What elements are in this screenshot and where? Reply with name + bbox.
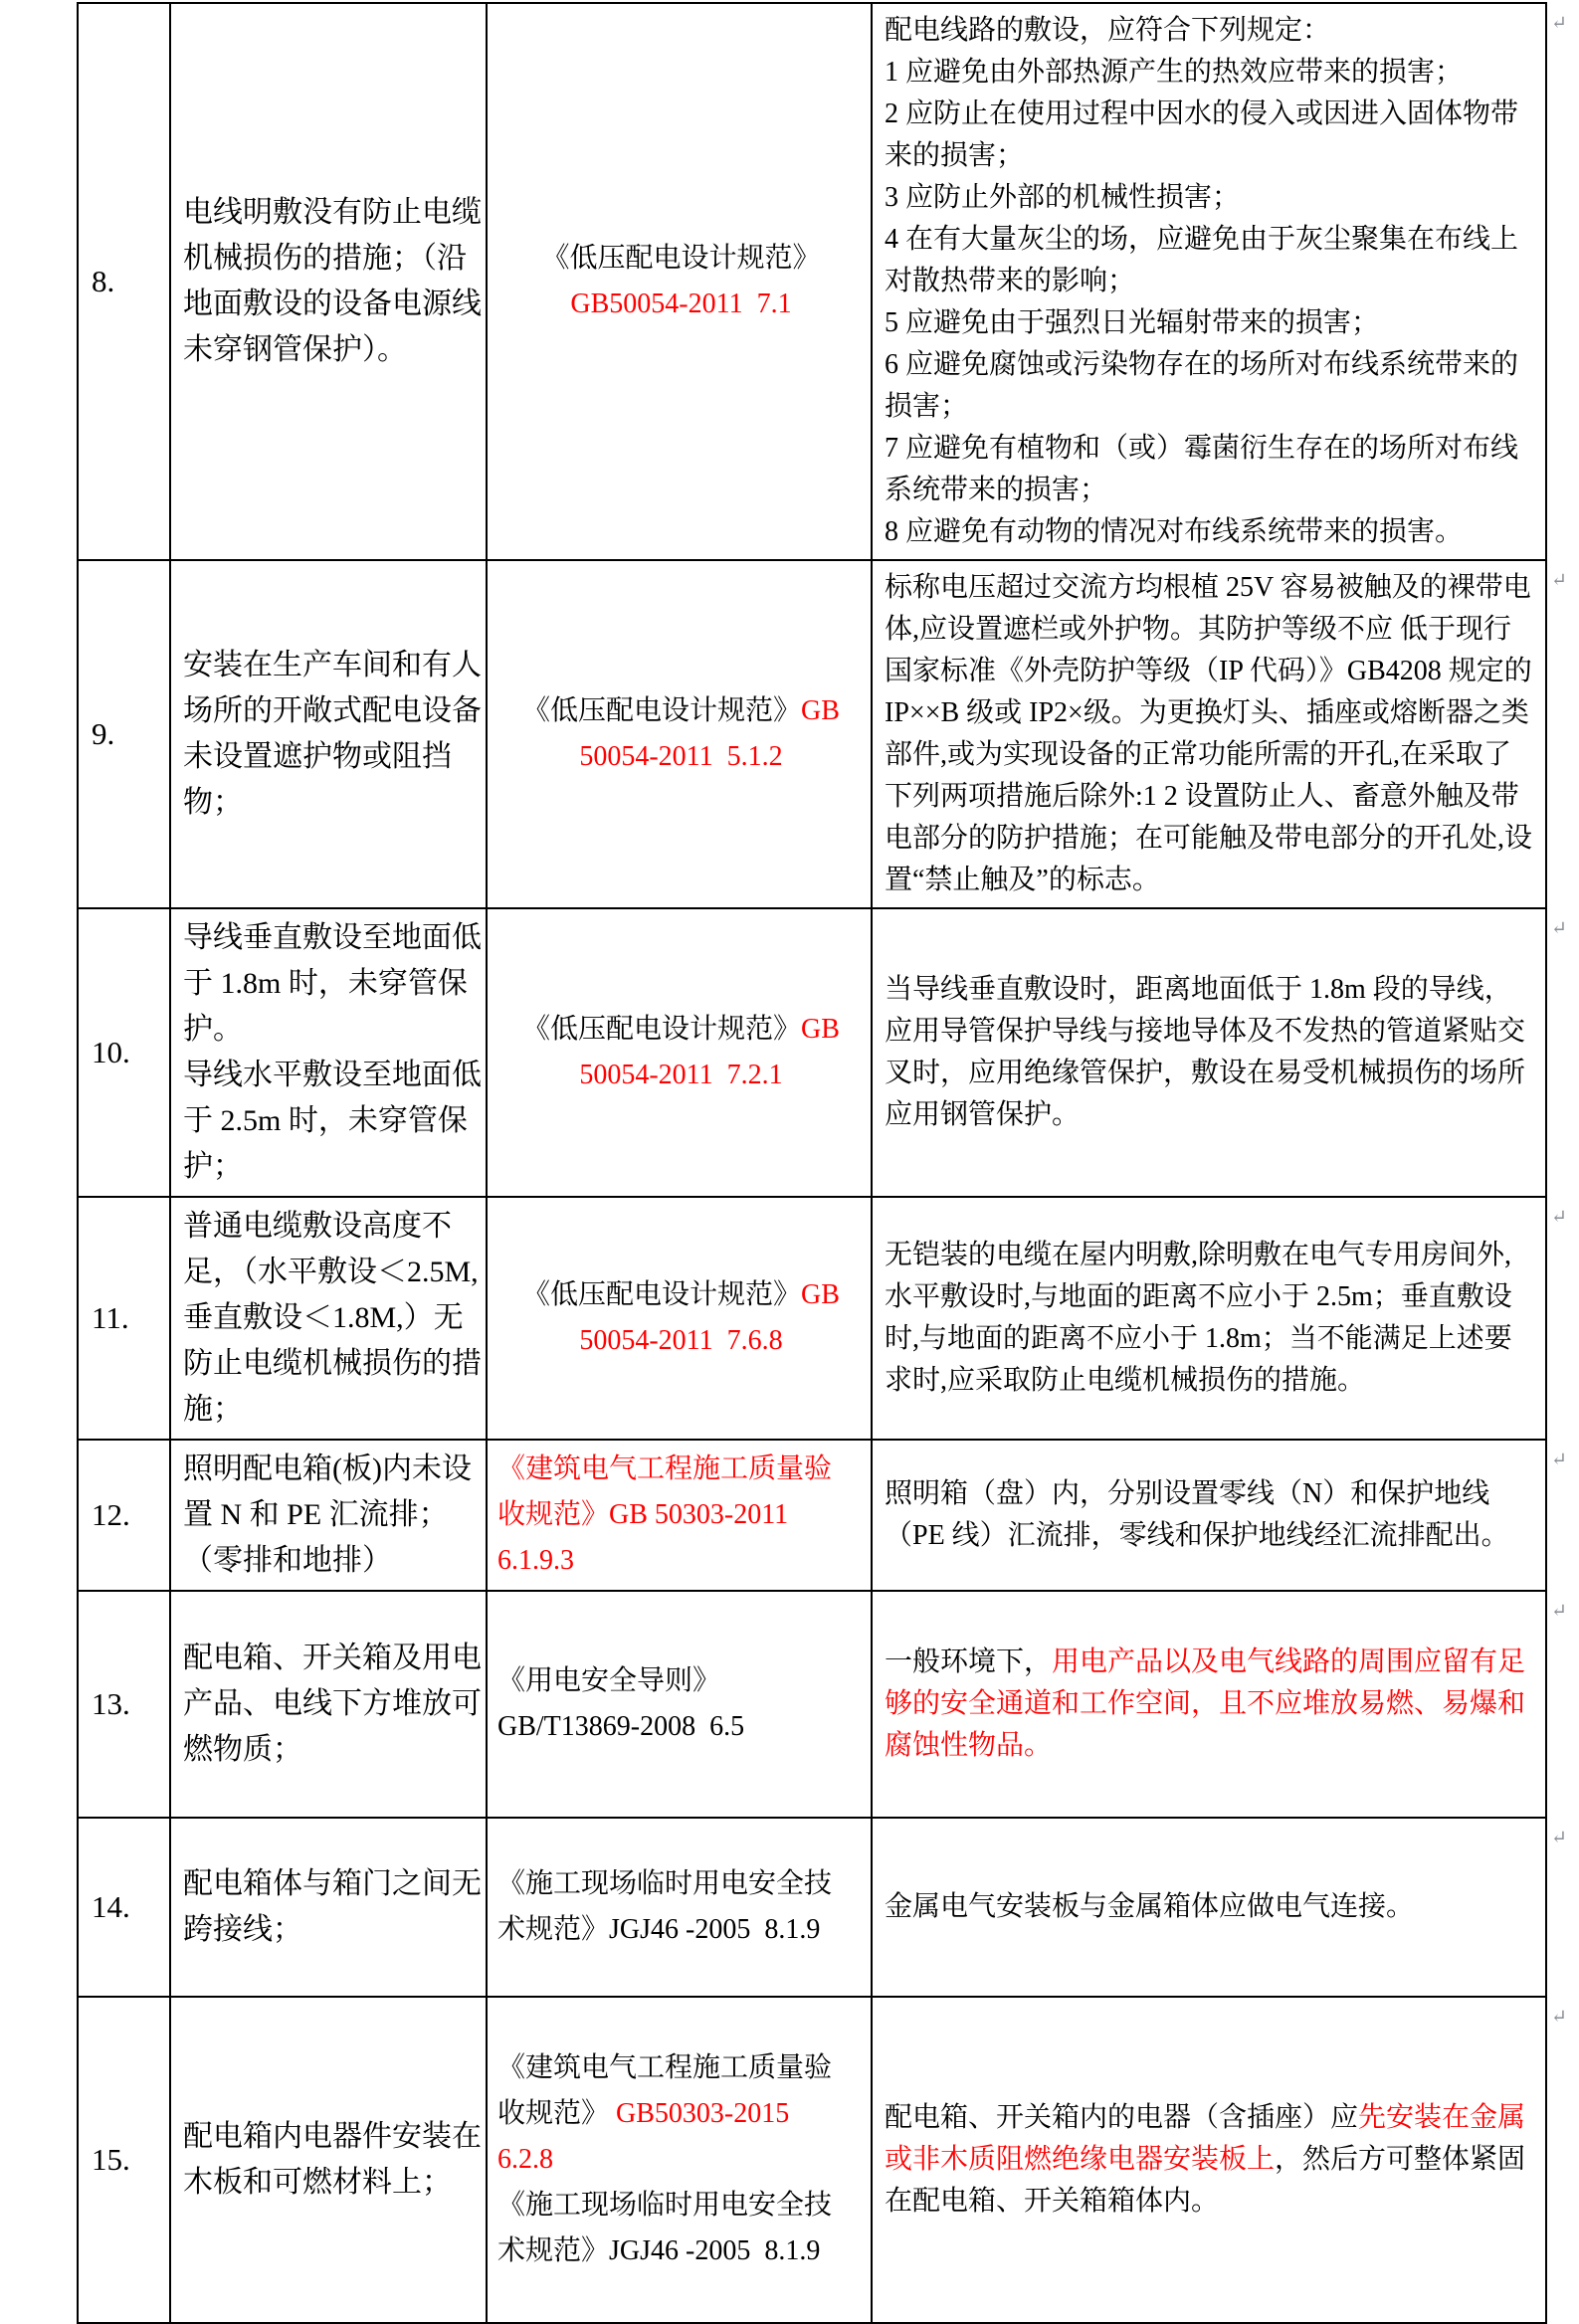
- issue-cell: [170, 908, 487, 1197]
- row-number-cell: [78, 1997, 170, 2323]
- regulation-text-segment: 先安装在金属或非木质阻燃绝缘电器安装板上: [885, 2102, 1526, 2175]
- regulation-text-segment: 7 应避免有植物和（或）霉菌衍生存在的场所对布线系统带来的损害；: [885, 433, 1519, 505]
- standard-line: [497, 2045, 865, 2091]
- regulation-text-segment: 一般环境下，: [885, 1646, 1053, 1677]
- regulation-text-segment: 照明箱（盘）内，分别设置零线（N）和保护地线（PE 线）汇流排，零线和保护地线经汇流排配出。: [885, 1478, 1509, 1551]
- standard-text-segment: 50054-2011 7.2.1: [579, 1060, 783, 1090]
- regulation-text-segment: 标称电压超过交流方均根植 25V 容易被触及的裸带电体,应设置遮栏或外护物。其防护等级不应 低于现行国家标准《外壳防护等级（IP 代码）》GB4208 规定的 IP××B 级或 IP2×级。为更换灯头、插座或熔断器之类部件,或为实现设备的正常功能所需的开孔,在采取了下列两项措施后除外:1 2 设置防止人、畜意外触及带电部分的防护措施；在可能触及带电部分的开孔处,设置“禁止触及”的标志。: [885, 572, 1539, 895]
- standard-text-segment: 收规范》GB 50303-2011: [497, 1499, 789, 1530]
- standard-cell: [487, 908, 872, 1197]
- table-row: [78, 908, 1546, 1197]
- regulation-table-body: [78, 3, 1567, 2323]
- row-number: 9.: [92, 716, 115, 751]
- standard-text-segment: GB50303-2015: [609, 2098, 790, 2129]
- issue-cell: [170, 3, 487, 560]
- standard-line: [497, 2183, 865, 2228]
- regulation-text-segment: 5 应避免由于强烈日光辐射带来的损害；: [885, 307, 1380, 338]
- regulation-cell: [872, 1440, 1567, 1591]
- standard-line: [497, 1272, 865, 1318]
- issue-paragraph: 安装在生产车间和有人场所的开敞式配电设备未设置遮护物或阻挡物；: [183, 649, 482, 819]
- row-number: 15.: [92, 2142, 130, 2177]
- standard-line: [497, 2228, 865, 2274]
- regulation-text-segment: 配电线路的敷设，应符合下列规定：: [885, 15, 1331, 46]
- regulation-paragraph: [885, 10, 1537, 52]
- regulation-paragraph: [885, 567, 1537, 901]
- standard-text-segment: 《用电安全导则》: [497, 1665, 721, 1696]
- regulation-text-segment: 配电箱、开关箱内的电器（含插座）应: [885, 2102, 1359, 2133]
- issue-cell: [170, 560, 487, 908]
- standard-text-segment: 《低压配电设计规范》: [541, 243, 821, 274]
- regulation-text-segment: 4 在有大量灰尘的场，应避免由于灰尘聚集在布线上对散热带来的影响；: [885, 224, 1519, 296]
- regulation-text-segment: ，然后方可整体紧固在配电箱、开关箱箱体内。: [885, 2144, 1526, 2217]
- standard-text-segment: GB: [801, 1014, 840, 1045]
- regulation-cell: [872, 560, 1567, 908]
- standard-cell: [487, 1818, 872, 1997]
- standard-cell: [487, 1440, 872, 1591]
- paragraph-mark-icon: ↵: [1551, 2007, 1567, 2028]
- paragraph-mark-icon: ↵: [1551, 1207, 1567, 1228]
- regulation-text-segment: 6 应避免腐蚀或污染物存在的场所对布线系统带来的损害；: [885, 349, 1519, 422]
- regulation-cell: [872, 1997, 1567, 2323]
- standard-text-segment: GB/T13869-2008 6.5: [497, 1711, 745, 1742]
- regulation-text-segment: 用电产品以及电气线路的周围应留有足够的安全通道和工作空间，且不应堆放易燃、易爆和腐蚀性物品。: [885, 1646, 1526, 1761]
- regulation-cell: [872, 3, 1567, 560]
- regulation-text-segment: 3 应防止外部的机械性损害；: [885, 182, 1241, 213]
- standard-line: [497, 688, 865, 734]
- standard-text-segment: 50054-2011 7.6.8: [579, 1325, 783, 1356]
- paragraph-mark-icon: ↵: [1551, 1828, 1567, 1848]
- regulation-paragraph: [885, 511, 1537, 553]
- regulation-text-segment: 金属电气安装板与金属箱体应做电气连接。: [885, 1891, 1415, 1922]
- standard-line: [497, 734, 865, 780]
- regulation-text-segment: 1 应避免由外部热源产生的热效应带来的损害；: [885, 57, 1464, 88]
- issue-paragraph: 配电箱、开关箱及用电产品、电线下方堆放可燃物质；: [183, 1642, 482, 1766]
- standard-text-segment: 6.1.9.3: [497, 1545, 574, 1576]
- issue-paragraph: 电线明敷没有防止电缆机械损伤的措施；（沿地面敷设的设备电源线未穿钢管保护）。: [183, 196, 482, 366]
- regulation-text-segment: 当导线垂直敷设时，距离地面低于 1.8m 段的导线，应用导管保护导线与接地导体及不发热的管道紧贴交叉时，应用绝缘管保护，敷设在易受机械损伤的场所应用钢管保护。: [885, 974, 1526, 1130]
- row-number-cell: [78, 560, 170, 908]
- paragraph-mark-icon: ↵: [1551, 13, 1567, 34]
- issue-cell: [170, 1591, 487, 1818]
- row-number-cell: [78, 3, 170, 560]
- issue-cell: [170, 1818, 487, 1997]
- standard-text-segment: 《施工现场临时用电安全技: [497, 1868, 833, 1899]
- issue-paragraph: 配电箱内电器件安装在木板和可燃材料上；: [183, 2120, 482, 2199]
- standard-text-segment: 术规范》JGJ46 -2005 8.1.9: [497, 1914, 821, 1945]
- regulation-paragraph: [885, 969, 1537, 1136]
- regulation-paragraph: [885, 302, 1537, 344]
- standard-line: [497, 1907, 865, 1953]
- standard-cell: [487, 1997, 872, 2323]
- regulation-cell: [872, 1591, 1567, 1818]
- standard-line: [497, 1704, 865, 1750]
- regulation-paragraph: [885, 2097, 1537, 2223]
- regulation-paragraph: [885, 1886, 1537, 1928]
- standard-text-segment: 收规范》: [497, 2098, 610, 2129]
- regulation-text-segment: 无铠装的电缆在屋内明敷,除明敷在电气专用房间外,水平敷设时,与地面的距离不应小于 2.5m；垂直敷设时,与地面的距离不应小于 1.8m；当不能满足上述要求时,应采取防止电缆机械损伤的措施。: [885, 1240, 1512, 1396]
- row-number-cell: [78, 1591, 170, 1818]
- row-number-cell: [78, 1818, 170, 1997]
- standard-line: [497, 1538, 865, 1584]
- table-row: [78, 1997, 1546, 2323]
- issue-cell: [170, 1197, 487, 1440]
- standard-line: [497, 236, 865, 282]
- standard-line: [497, 1318, 865, 1364]
- paragraph-mark-icon: ↵: [1551, 570, 1567, 591]
- standard-line: [497, 1053, 865, 1098]
- issue-paragraph: 导线垂直敷设至地面低于 1.8m 时，未穿管保护。: [183, 921, 482, 1046]
- row-number-cell: [78, 1197, 170, 1440]
- regulation-cell: [872, 908, 1567, 1197]
- regulation-paragraph: [885, 344, 1537, 428]
- regulation-paragraph: [885, 1473, 1537, 1557]
- regulation-paragraph: [885, 177, 1537, 219]
- standard-line: [497, 1861, 865, 1907]
- table-row: [78, 3, 1546, 560]
- standard-text-segment: GB: [801, 695, 840, 726]
- paragraph-mark-icon: ↵: [1551, 1450, 1567, 1470]
- regulation-table: [77, 2, 1567, 2324]
- row-number-cell: [78, 1440, 170, 1591]
- regulation-paragraph: [885, 219, 1537, 302]
- standard-line: [497, 282, 865, 327]
- standard-text-segment: GB50054-2011 7.1: [570, 289, 792, 319]
- row-number: 13.: [92, 1686, 130, 1721]
- standard-line: [497, 1447, 865, 1492]
- standard-line: [497, 2091, 865, 2137]
- standard-line: [497, 1492, 865, 1538]
- issue-cell: [170, 1440, 487, 1591]
- row-number: 11.: [92, 1300, 129, 1335]
- standard-line: [497, 2137, 865, 2183]
- regulation-paragraph: [885, 428, 1537, 511]
- issue-paragraph: 普通电缆敷设高度不足，（水平敷设＜2.5M, 垂直敷设＜1.8M,）无防止电缆机械损伤的措施；: [183, 1210, 487, 1426]
- issue-paragraph: 配电箱体与箱门之间无跨接线；: [183, 1867, 482, 1946]
- standard-text-segment: 《低压配电设计规范》: [522, 1014, 802, 1045]
- standard-line: [497, 1658, 865, 1704]
- standard-cell: [487, 560, 872, 908]
- regulation-cell: [872, 1818, 1567, 1997]
- issue-paragraph: 照明配电箱(板)内未设置 N 和 PE 汇流排；（零排和地排）: [183, 1452, 472, 1577]
- regulation-paragraph: [885, 94, 1537, 177]
- row-number: 8.: [92, 264, 115, 298]
- standard-line: [497, 1007, 865, 1053]
- regulation-text-segment: 2 应防止在使用过程中因水的侵入或因进入固体物带来的损害；: [885, 98, 1519, 171]
- standard-cell: [487, 3, 872, 560]
- standard-text-segment: 《建筑电气工程施工质量验: [497, 1453, 833, 1484]
- standard-cell: [487, 1197, 872, 1440]
- table-row: [78, 1591, 1546, 1818]
- standard-text-segment: 《建筑电气工程施工质量验: [497, 2052, 833, 2083]
- standard-text-segment: 6.2.8: [497, 2144, 553, 2175]
- standard-cell: [487, 1591, 872, 1818]
- regulation-paragraph: [885, 1642, 1537, 1767]
- issue-paragraph: 导线水平敷设至地面低于 2.5m 时，未穿管保护；: [183, 1059, 482, 1183]
- table-row: [78, 560, 1546, 908]
- regulation-paragraph: [885, 52, 1537, 94]
- paragraph-mark-icon: ↵: [1551, 1601, 1567, 1622]
- standard-text-segment: 50054-2011 5.1.2: [579, 741, 783, 772]
- standard-text-segment: 《低压配电设计规范》: [522, 1279, 802, 1310]
- standard-text-segment: 《低压配电设计规范》: [522, 695, 802, 726]
- paragraph-mark-icon: ↵: [1551, 918, 1567, 939]
- table-row: [78, 1197, 1546, 1440]
- issue-cell: [170, 1997, 487, 2323]
- standard-text-segment: GB: [801, 1279, 840, 1310]
- table-row: [78, 1818, 1546, 1997]
- row-number-cell: [78, 908, 170, 1197]
- row-number: 12.: [92, 1497, 130, 1532]
- regulation-paragraph: [885, 1235, 1537, 1402]
- standard-text-segment: 《施工现场临时用电安全技: [497, 2190, 833, 2221]
- row-number: 10.: [92, 1035, 130, 1069]
- standard-text-segment: 术规范》JGJ46 -2005 8.1.9: [497, 2235, 821, 2266]
- row-number: 14.: [92, 1889, 130, 1924]
- regulation-cell: [872, 1197, 1567, 1440]
- table-row: [78, 1440, 1546, 1591]
- regulation-text-segment: 8 应避免有动物的情况对布线系统带来的损害。: [885, 516, 1464, 547]
